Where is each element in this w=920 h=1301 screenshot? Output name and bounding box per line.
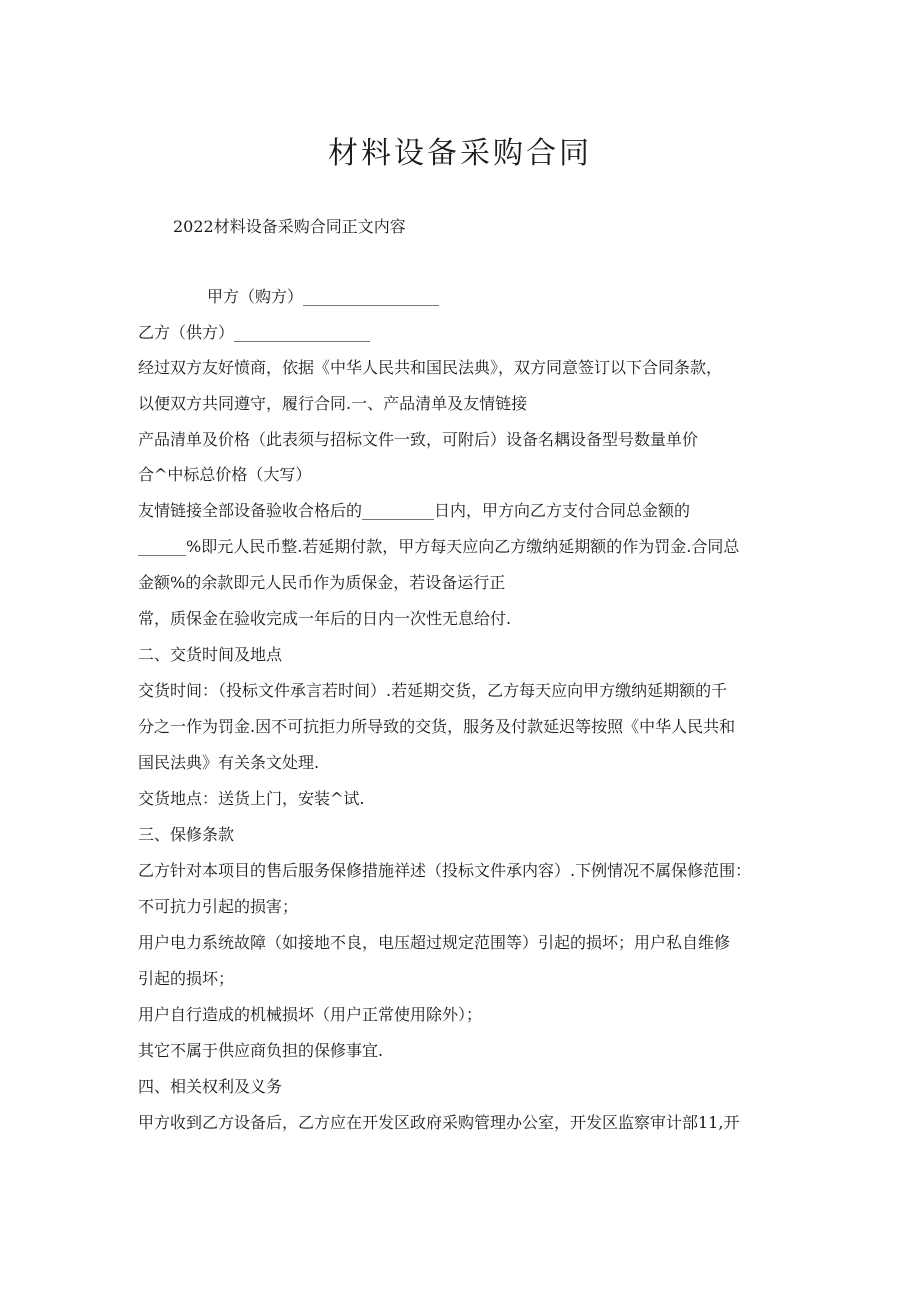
paragraph-line: 经过双方友好愤商，依据《中华人民共和国民法典》，双方同意签订以下合同条款， [138, 358, 723, 377]
document-title: 材料设备采购合同 [328, 136, 592, 171]
paragraph-line: 以便双方共同遵守，履行合同.一、产品清单及友情链接 [138, 394, 528, 413]
paragraph-line: 常，质保金在验收完成一年后的日内一次性无息给付. [138, 609, 512, 628]
paragraph-line: 产品清单及价格（此表须与招标文件一致，可附后）设备名耦设备型号数量单价 [138, 430, 699, 449]
party-b-line: 乙方（供方）_________________ [138, 323, 371, 342]
document-subtitle: 2022材料设备采购合同正文内容 [173, 217, 406, 236]
paragraph-line: 乙方针对本项目的售后服务保修措施祥述（投标文件承内容）.下例情况不属保修范围： [138, 861, 752, 880]
paragraph-line: 合^中标总价格（大写） [138, 465, 312, 484]
section-heading: 三、保修条款 [138, 825, 235, 844]
paragraph-line: 国民法典》有关条文处理. [138, 753, 320, 772]
paragraph-line: 交货时间：（投标文件承言若时间）.若延期交货，乙方每天应向甲方缴纳延期额的千 [138, 681, 728, 700]
paragraph-line: 用户自行造成的机械损坏（用户正常使用除外）； [138, 1005, 483, 1024]
party-a-line: 甲方（购方）_________________ [207, 287, 440, 306]
paragraph-line: 甲方收到乙方设备后，乙方应在开发区政府采购管理办公室，开发区监察审计部11,开 [138, 1113, 740, 1132]
section-heading: 二、交货时间及地点 [138, 645, 283, 664]
section-heading: 四、相关权利及义务 [138, 1077, 283, 1096]
paragraph-line: 分之一作为罚金.因不可抗拒力所导致的交货，服务及付款延迟等按照《中华人民共和 [138, 717, 736, 736]
paragraph-line: 引起的损坏； [138, 969, 235, 988]
paragraph-line: 交货地点：送货上门，安装^试. [138, 789, 365, 808]
paragraph-line: 用户电力系统故障（如接地不良，电压超过规定范围等）引起的损坏；用户私自维修 [138, 933, 731, 952]
paragraph-line: 不可抗力引起的损害； [138, 897, 299, 916]
paragraph-line: 金额%的余款即元人民币作为质保金，若设备运行正 [138, 573, 506, 592]
paragraph-line: ______%即元人民币整.若延期付款，甲方每天应向乙方缴纳延期额的作为罚金.合同总 [138, 537, 740, 556]
paragraph-line: 友情链接全部设备验收合格后的_________日内，甲方向乙方支付合同总金额的 [138, 501, 691, 520]
paragraph-line: 其它不属于供应商负担的保修事宜. [138, 1041, 384, 1060]
